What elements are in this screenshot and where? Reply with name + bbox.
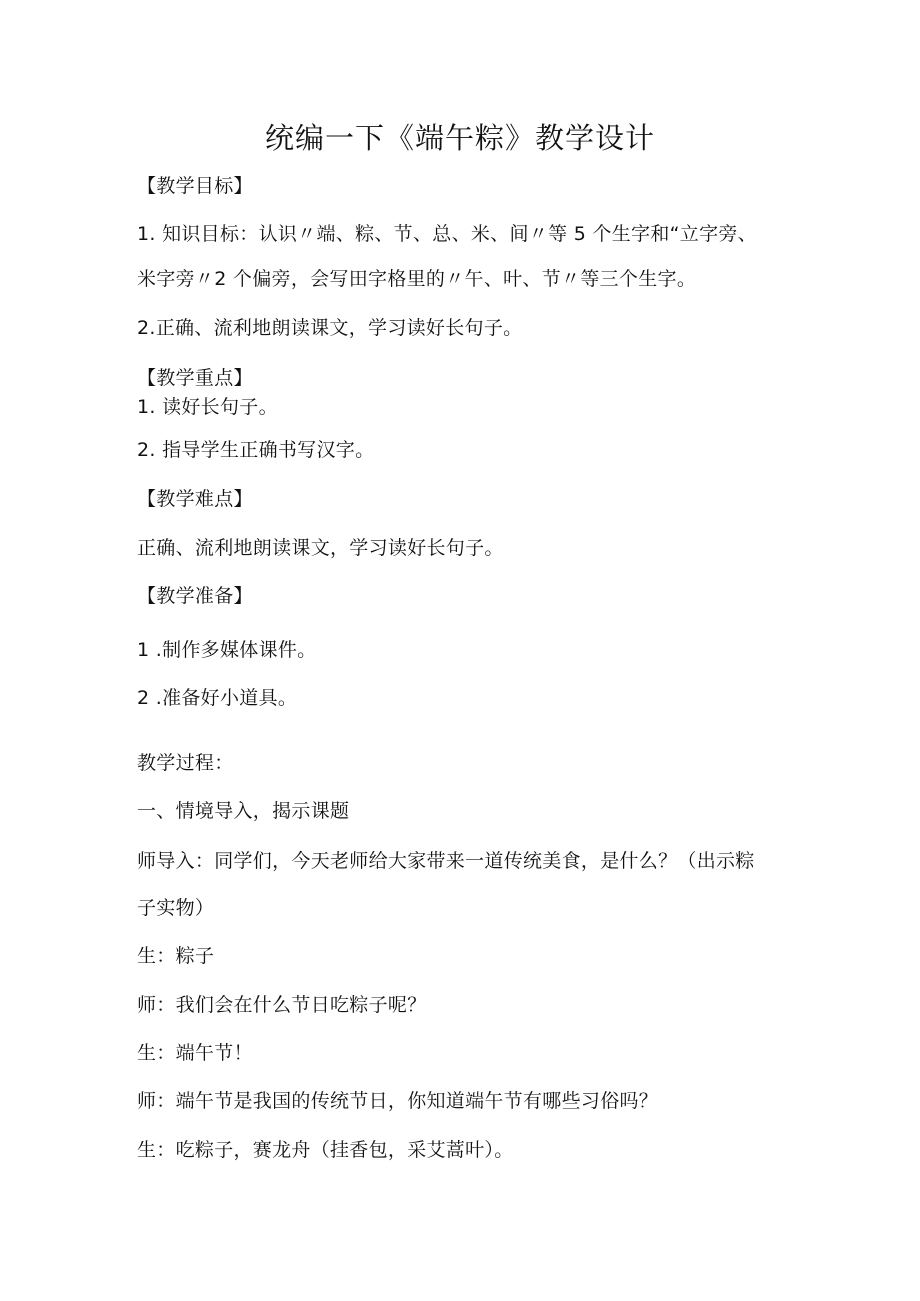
dialogue-teacher-1-line-1: 师导入：同学们，今天老师给大家带来一道传统美食，是什么？（出示粽 <box>137 850 755 872</box>
section-heading-preparation: 【教学准备】 <box>137 585 253 607</box>
preparation-2: 2 .准备好小道具。 <box>137 687 298 709</box>
section-heading-key-points: 【教学重点】 <box>137 367 253 389</box>
objective-1-line-2: 米字旁〃2 个偏旁，会写田字格里的〃午、叶、节〃等三个生字。 <box>137 268 697 290</box>
dialogue-student-2: 生：端午节！ <box>137 1042 253 1064</box>
dialogue-student-1: 生：粽子 <box>137 945 215 967</box>
difficulty-1: 正确、流利地朗读课文，学习读好长句子。 <box>137 537 504 559</box>
dialogue-teacher-2: 师：我们会在什么节日吃粽子呢？ <box>137 994 427 1016</box>
dialogue-student-3: 生：吃粽子，赛龙舟（挂香包，采艾蒿叶）。 <box>137 1139 514 1161</box>
key-point-1: 1. 读好长句子。 <box>137 396 278 418</box>
step-1-heading: 一、情境导入，揭示课题 <box>137 800 350 822</box>
preparation-1: 1 .制作多媒体课件。 <box>137 639 317 661</box>
key-point-2: 2. 指导学生正确书写汉字。 <box>137 439 375 461</box>
document-title: 统编一下《端午粽》教学设计 <box>264 121 655 155</box>
dialogue-teacher-1-line-2: 子实物） <box>137 897 215 919</box>
section-heading-difficulties: 【教学难点】 <box>137 488 253 510</box>
process-heading: 教学过程： <box>137 752 234 774</box>
objective-2: 2.正确、流利地朗读课文，学习读好长句子。 <box>137 317 523 339</box>
objective-1-line-1: 1. 知识目标：认识〃端、粽、节、总、米、间〃等 5 个生字和“立字旁、 <box>137 223 757 245</box>
dialogue-teacher-3: 师：端午节是我国的传统节日，你知道端午节有哪些习俗吗？ <box>137 1090 659 1112</box>
section-heading-objectives: 【教学目标】 <box>137 175 253 197</box>
